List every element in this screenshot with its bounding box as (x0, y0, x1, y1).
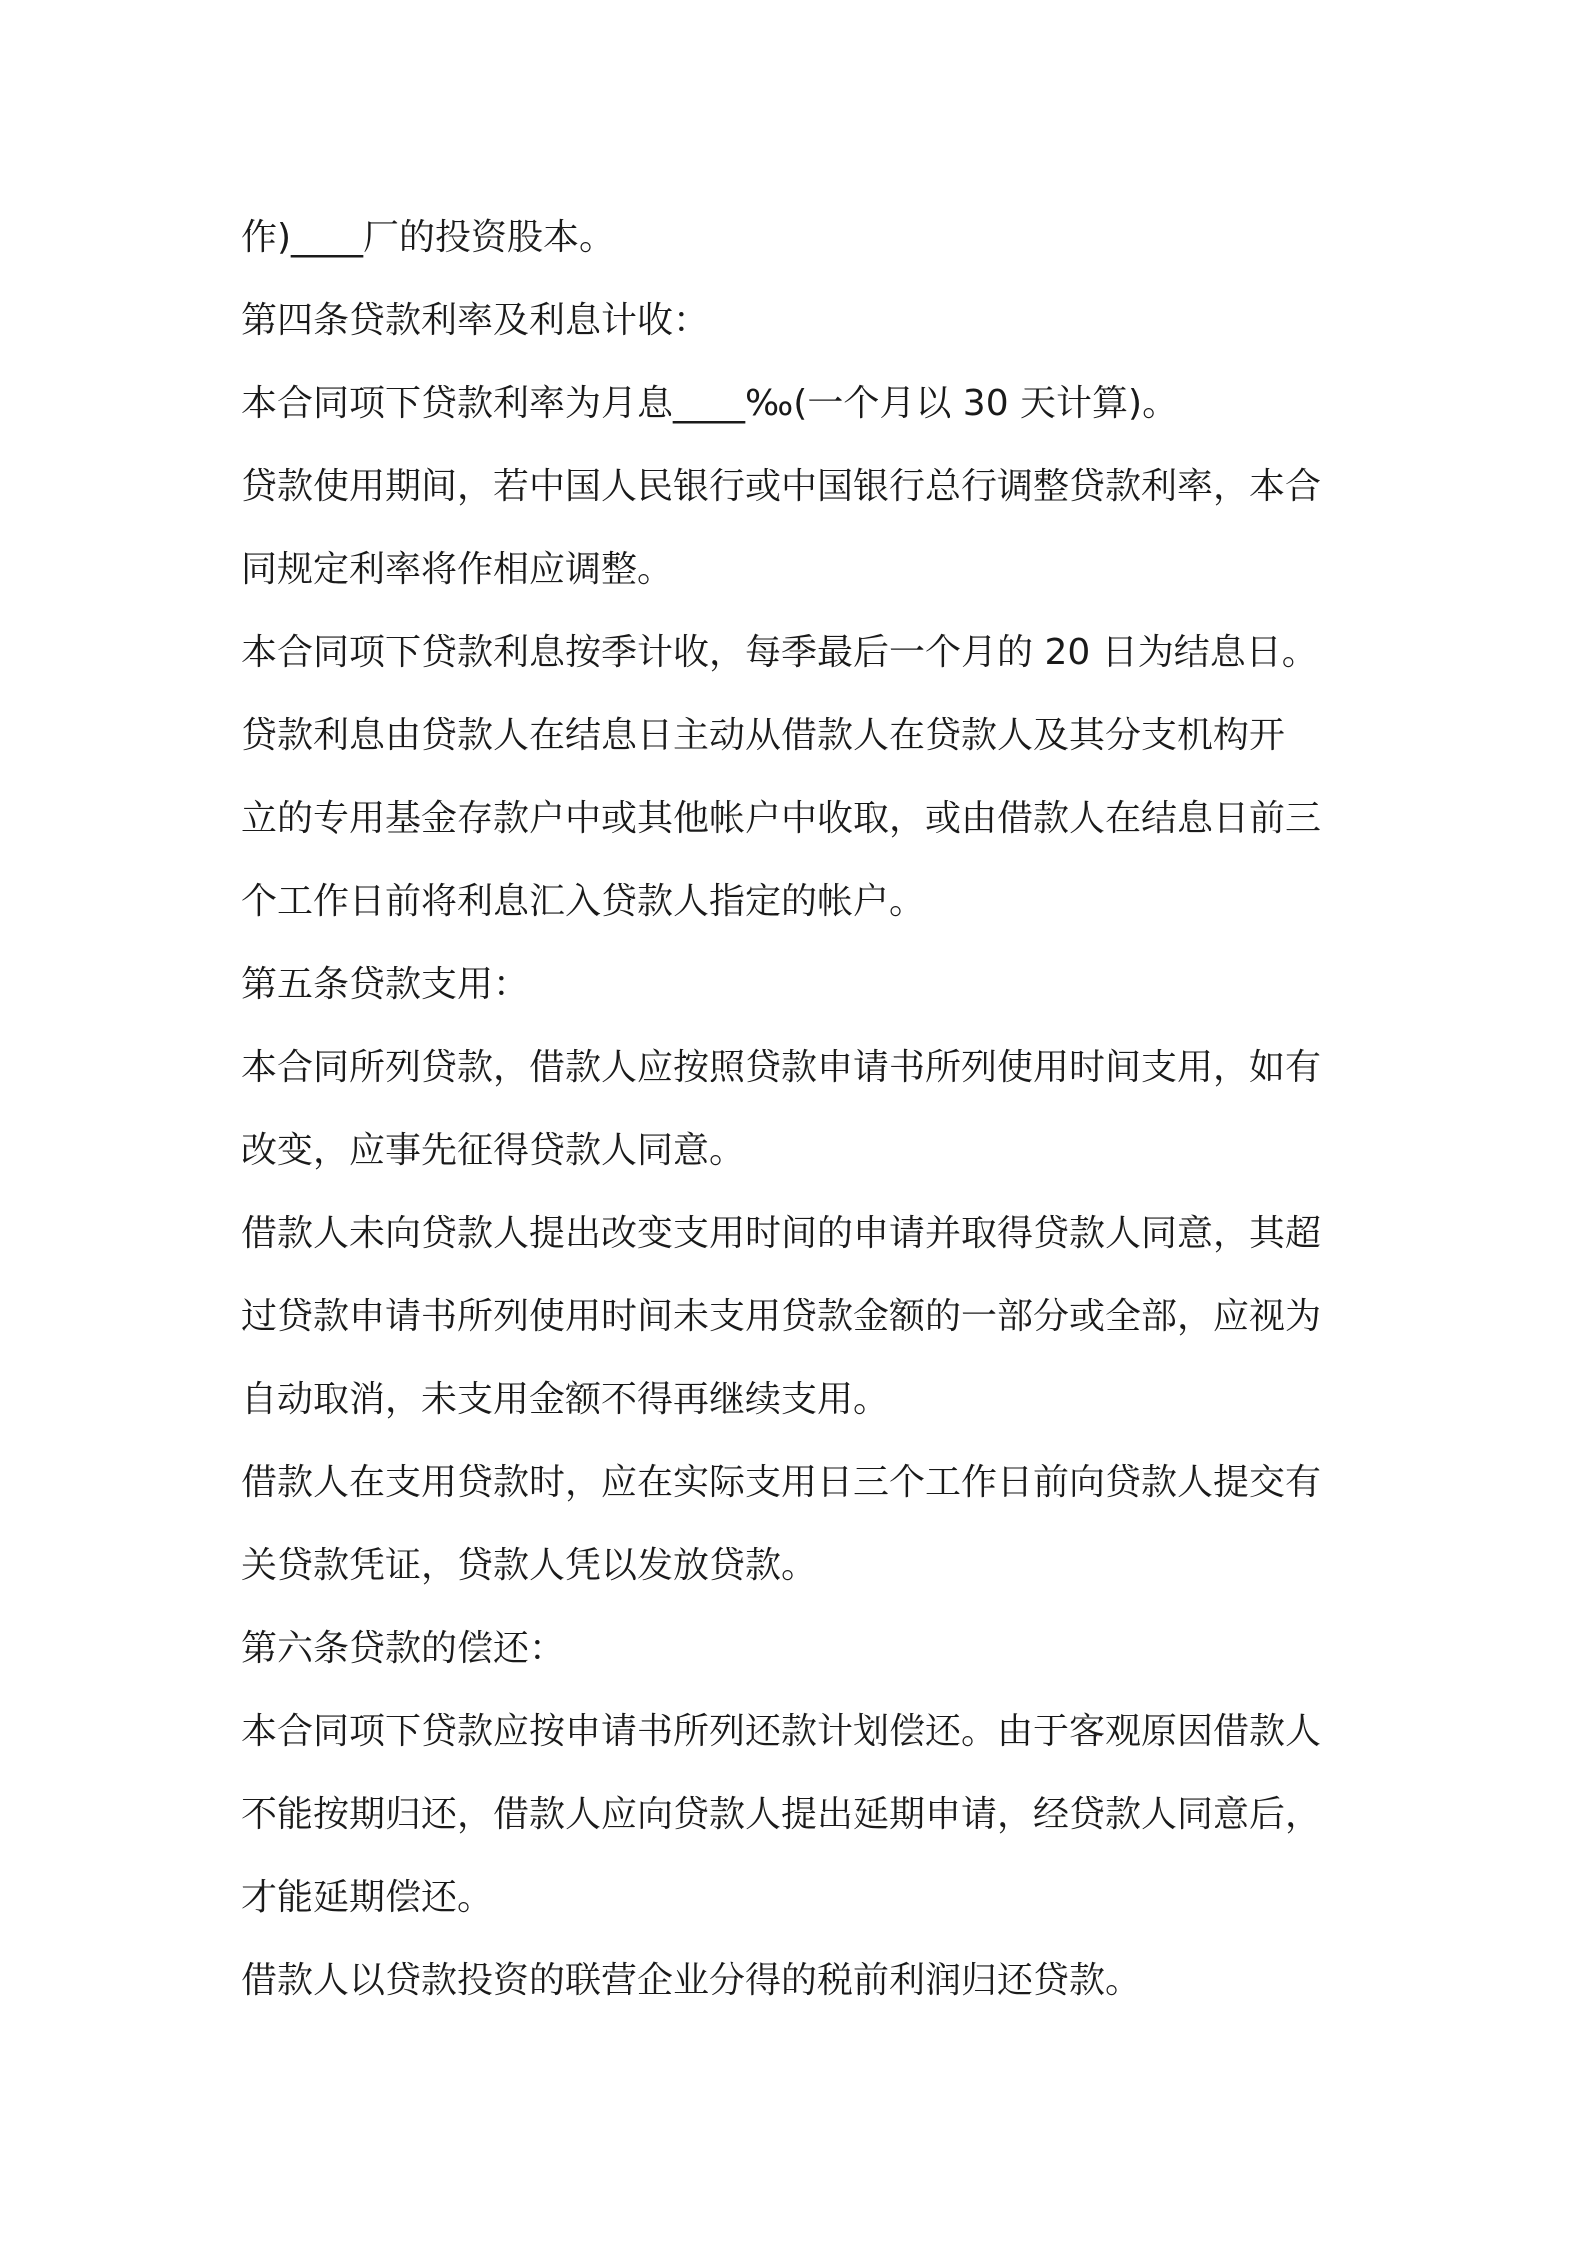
text-line-20: 不能按期归还，借款人应向贷款人提出延期申请，经贷款人同意后， (241, 1794, 1322, 1835)
text-line-13: 借款人未向贷款人提出改变支用时间的申请并取得贷款人同意，其超 (241, 1213, 1322, 1254)
text-line-15: 自动取消，未支用金额不得再继续支用。 (241, 1379, 890, 1420)
article-5-heading: 第五条贷款支用： (241, 964, 530, 1005)
text-line-19: 本合同项下贷款应按申请书所列还款计划偿还。由于客观原因借款人 (241, 1711, 1322, 1752)
text-line-7: 贷款利息由贷款人在结息日主动从借款人在贷款人及其分支机构开 (241, 715, 1286, 756)
text-line-3: 本合同项下贷款利率为月息____‰(一个月以 30 天计算)。 (241, 383, 1179, 424)
text-line-12: 改变，应事先征得贷款人同意。 (241, 1130, 746, 1171)
text-line-6: 本合同项下贷款利息按季计收，每季最后一个月的 20 日为结息日。 (241, 632, 1318, 673)
text-line-9: 个工作日前将利息汇入贷款人指定的帐户。 (241, 881, 926, 922)
text-line-16: 借款人在支用贷款时，应在实际支用日三个工作日前向贷款人提交有 (241, 1462, 1322, 1503)
text-line-4: 贷款使用期间，若中国人民银行或中国银行总行调整贷款利率，本合 (241, 466, 1322, 507)
text-line-8: 立的专用基金存款户中或其他帐户中收取，或由借款人在结息日前三 (241, 798, 1322, 839)
article-6-heading: 第六条贷款的偿还： (241, 1628, 566, 1669)
text-line-22: 借款人以贷款投资的联营企业分得的税前利润归还贷款。 (241, 1960, 1142, 2001)
text-line-17: 关贷款凭证，贷款人凭以发放贷款。 (241, 1545, 818, 1586)
text-line-5: 同规定利率将作相应调整。 (241, 549, 674, 590)
document-body (241, 196, 1371, 2022)
article-4-heading: 第四条贷款利率及利息计收： (241, 300, 710, 341)
text-line-11: 本合同所列贷款，借款人应按照贷款申请书所列使用时间支用，如有 (241, 1047, 1322, 1088)
text-line-21: 才能延期偿还。 (241, 1877, 494, 1918)
text-line-14: 过贷款申请书所列使用时间未支用贷款金额的一部分或全部，应视为 (241, 1296, 1322, 1337)
text-line-1: 作)____厂的投资股本。 (241, 217, 616, 258)
